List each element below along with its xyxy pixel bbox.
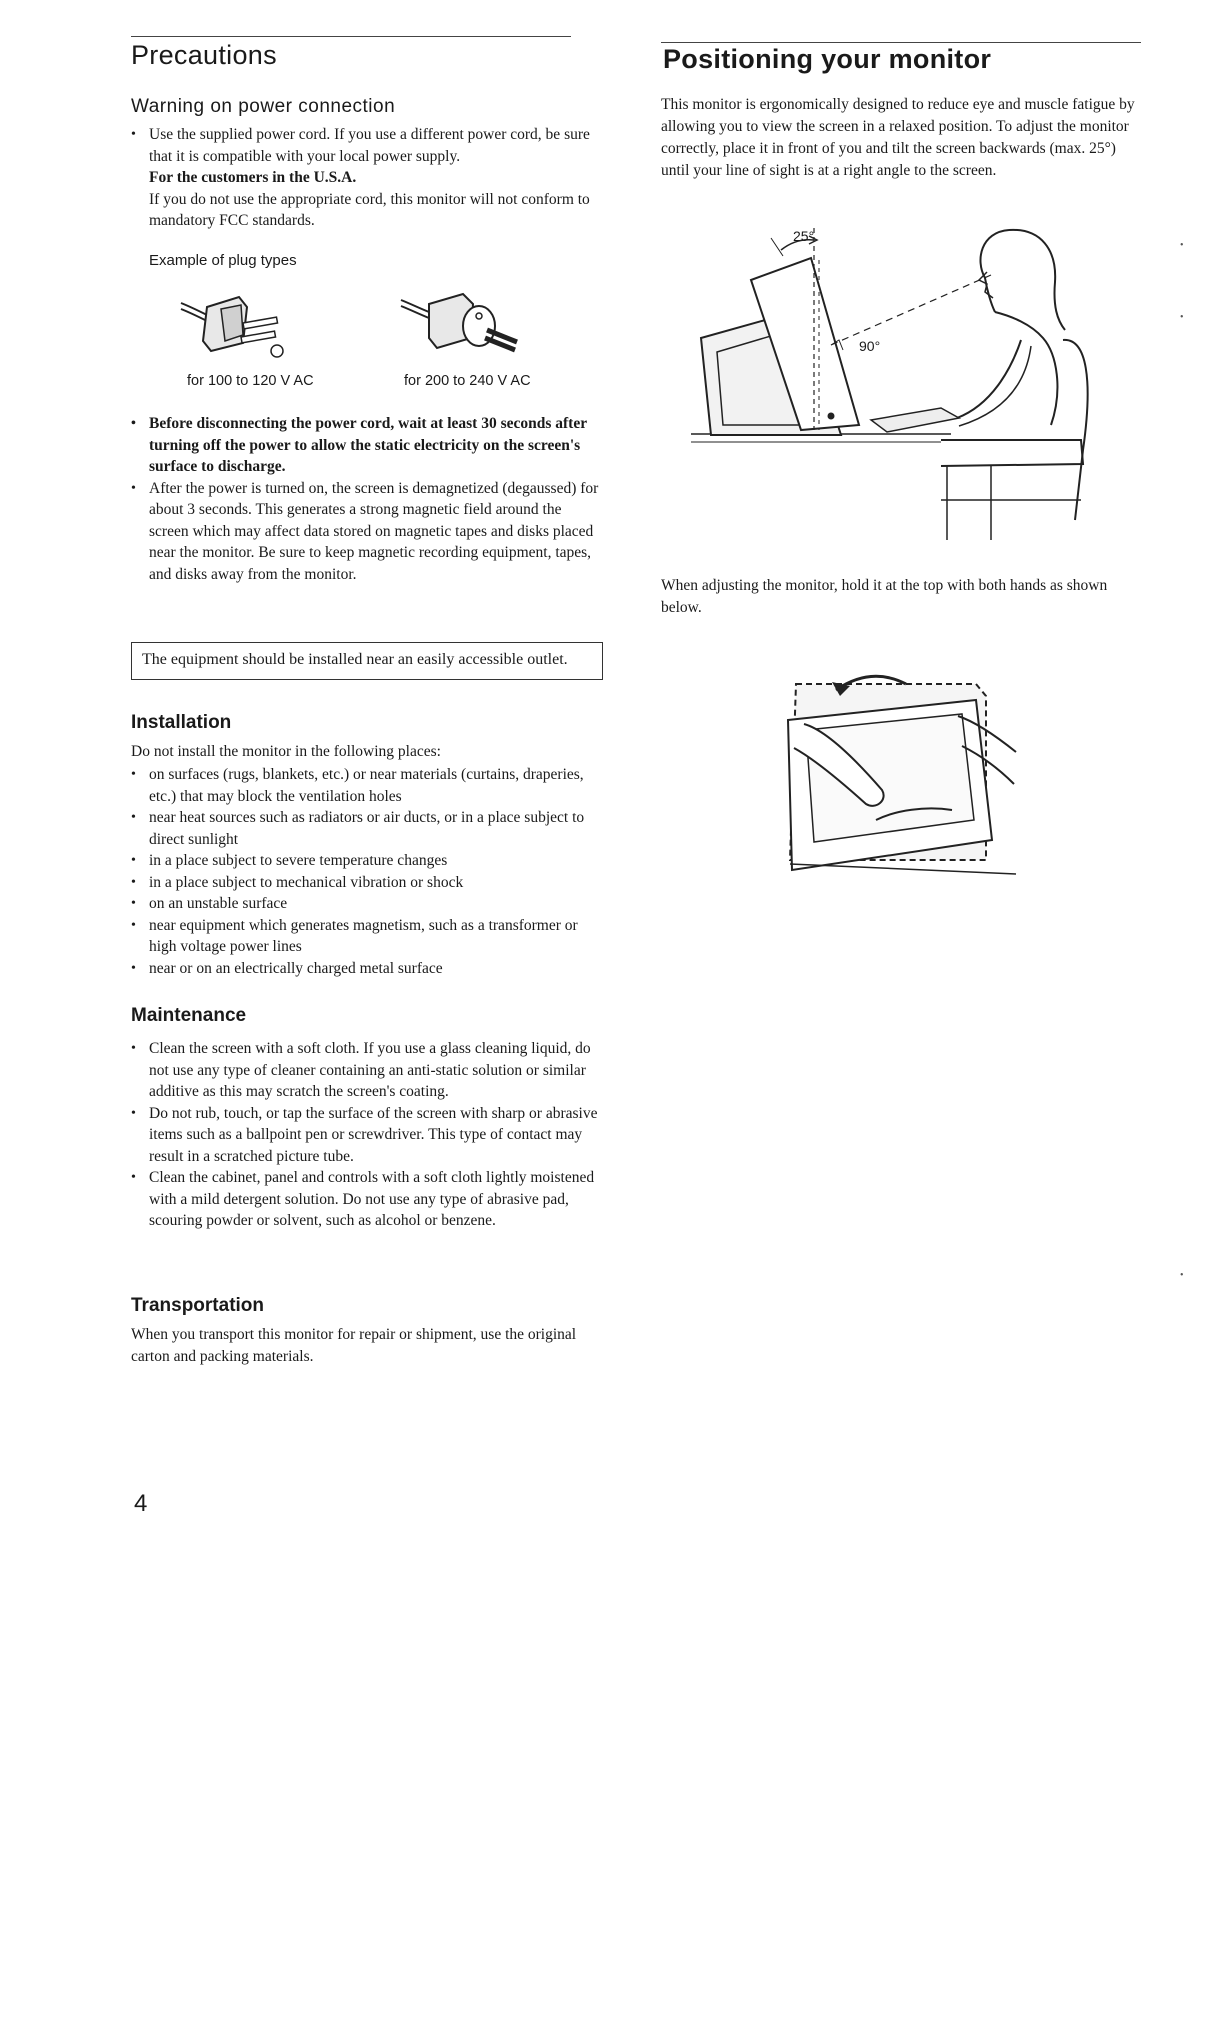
scan-mark: • [1180,312,1184,323]
power-bullet-degauss: • After the power is turned on, the screen is demagnetized (degaussed) for about 3 seconds. This generates a strong magnetic field around the screen which may affect data stored on magnetic tapes and disks placed near the monitor. Be sure to keep magnetic recording equipment, tapes, and disks away from the monitor. [131,478,603,586]
scan-mark: • [1180,1270,1184,1281]
installation-item: • near equipment which generates magnetism, such as a transformer or high voltage power lines [131,915,603,958]
usa-label: For the customers in the U.S.A. [149,169,357,186]
positioning-intro: This monitor is ergonomically designed to reduce eye and muscle fatigue by allowing you to view the screen in a relaxed position. To adjust the monitor correctly, place it in front of you and tilt the screen backwards (max. 25°) until your line of sight is at a right angle to the screen. [661,96,1135,179]
power-list-2 [131,413,603,585]
us-plug-illustration [181,285,301,365]
transportation-text: When you transport this monitor for repair or shipment, use the original carton and packing materials. [131,1326,577,1365]
precautions-title: Precautions [131,40,277,70]
page-number: 4 [134,1490,148,1517]
power-bullet-supplied-cord [131,124,603,232]
outlet-note-box: The equipment should be installed near an easily accessible outlet. [131,642,603,680]
positioning-title: Positioning your monitor [663,44,992,74]
plug-caption-100-120: for 100 to 120 V AC [187,373,314,389]
installation-item: • near heat sources such as radiators or air ducts, or in a place subject to direct sunlight [131,807,603,850]
scan-mark: • [1180,240,1184,251]
installation-heading: Installation [131,712,232,733]
top-rule-right [661,42,1141,43]
top-rule-left [131,36,571,37]
monitor-tilt-illustration [691,220,1121,550]
plug-types-label: Example of plug types [149,252,297,269]
maintenance-heading: Maintenance [131,1005,247,1026]
right-angle-label: 90° [859,338,881,354]
plug-caption-200-240: for 200 to 240 V AC [404,373,531,389]
maintenance-item: • Do not rub, touch, or tap the surface of the screen with sharp or abrasive items such as a ballpoint pen or screwdriver. This type of contact may result in a scratched picture tube. [131,1103,603,1168]
transportation-heading: Transportation [131,1295,265,1316]
power-bullet-supplied-cord-text: Use the supplied power cord. If you use a different power cord, be sure that it is compatible with your local power supply. [149,126,590,165]
power-heading: Warning on power connection [131,96,396,117]
power-bullet-disconnect: • Before disconnecting the power cord, wait at least 30 seconds after turning off the power to allow the static electricity on the screen's surface to discharge. [131,413,603,478]
installation-item: • in a place subject to severe temperature changes [131,850,603,872]
adjust-instruction: When adjusting the monitor, hold it at the top with both hands as shown below. [661,577,1108,616]
installation-item: • in a place subject to mechanical vibration or shock [131,872,603,894]
installation-item: • on surfaces (rugs, blankets, etc.) or near materials (curtains, draperies, etc.) that may block the ventilation holes [131,764,603,807]
installation-list [131,764,603,979]
installation-item: • near or on an electrically charged metal surface [131,958,603,980]
eu-plug-illustration [401,280,531,365]
monitor-adjust-illustration [776,660,1016,890]
tilt-angle-label: 25° [793,228,815,244]
installation-item: • on an unstable surface [131,893,603,915]
maintenance-list [131,1038,603,1232]
usa-text: If you do not use the appropriate cord, this monitor will not conform to mandatory FCC standards. [149,190,590,229]
maintenance-item: • Clean the cabinet, panel and controls with a soft cloth lightly moistened with a mild detergent solution. Do not use any type of abrasive pad, scouring powder or solvent, such as alcohol or benzene. [131,1167,603,1232]
maintenance-item: • Clean the screen with a soft cloth. If you use a glass cleaning liquid, do not use any type of cleaner containing an anti-static solution or similar additive as this may scratch the screen's coating. [131,1038,603,1103]
installation-intro: Do not install the monitor in the following places: [131,743,441,760]
power-list-1 [131,124,603,232]
